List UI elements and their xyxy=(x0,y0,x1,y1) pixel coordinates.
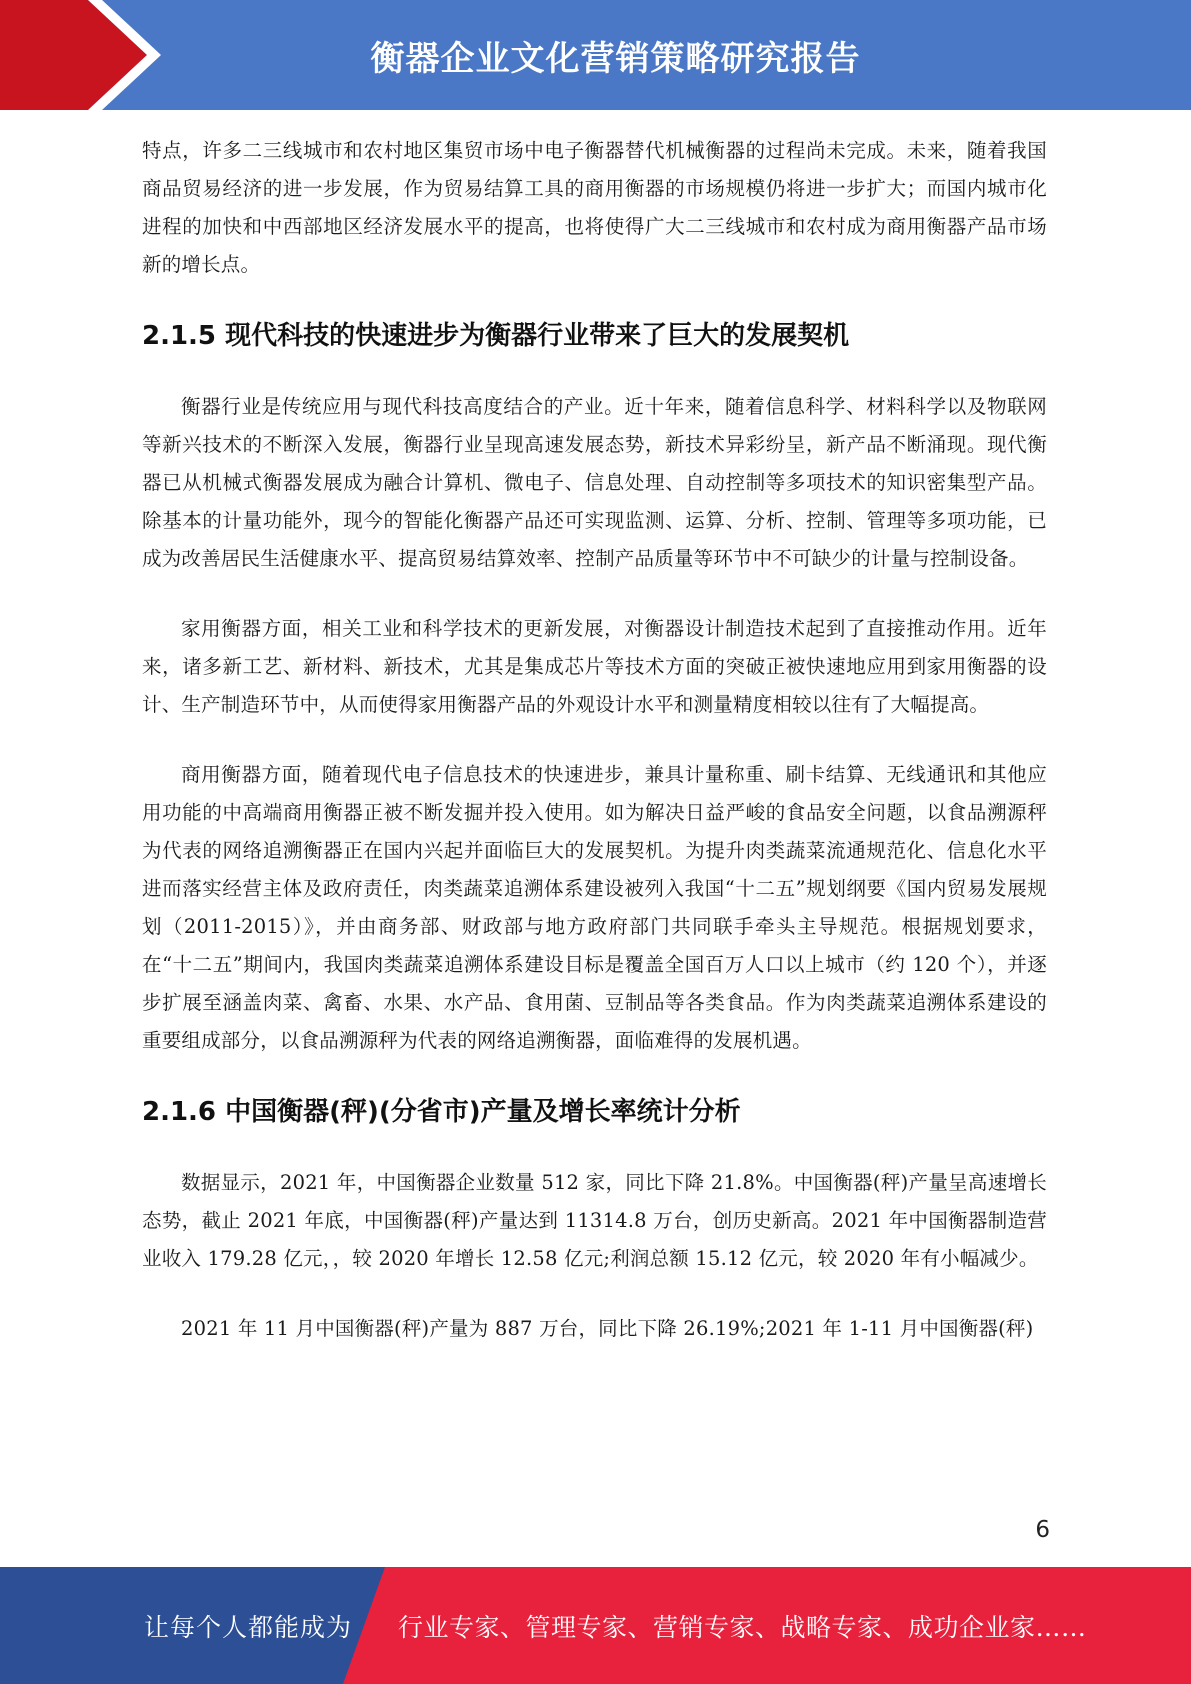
paragraph-2-1-6-november: 2021 年 11 月中国衡器(秤)产量为 887 万台，同比下降 26.19%;2021 年 1-11 月中国衡器(秤) xyxy=(181,1317,1034,1340)
page-number: 6 xyxy=(1035,1517,1050,1543)
page-footer xyxy=(0,1567,1191,1684)
page-header xyxy=(0,0,1191,110)
footer-slogan-left: 让每个人都能成为 xyxy=(144,1612,353,1642)
intro-paragraph: 特点，许多二三线城市和农村地区集贸市场中电子衡器替代机械衡器的过程尚未完成。未来，随着我国商品贸易经济的进一步发展，作为贸易结算工具的商用衡器的市场规模仍将进一步扩大；而国内城市化进程的加快和中西部地区经济发展水平的提高，也将使得广大二三线城市和农村成为商用衡器产品市场新的增长点。 xyxy=(142,139,1047,276)
header-red-arrow xyxy=(0,0,147,110)
document-body xyxy=(142,132,1047,1348)
paragraph-2-1-5-technology: 衡器行业是传统应用与现代科技高度结合的产业。近十年来，随着信息科学、材料科学以及物联网等新兴技术的不断深入发展，衡器行业呈现高速发展态势，新技术异彩纷呈，新产品不断涌现。现代衡器已从机械式衡器发展成为融合计算机、微电子、信息处理、自动控制等多项技术的知识密集型产品。除基本的计量功能外，现今的智能化衡器产品还可实现监测、运算、分析、控制、管理等多项功能，已成为改善居民生活健康水平、提高贸易结算效率、控制产品质量等环节中不可缺少的计量与控制设备。 xyxy=(142,395,1047,570)
report-title: 衡器企业文化营销策略研究报告 xyxy=(370,38,861,79)
section-heading-2-1-5: 2.1.5 现代科技的快速进步为衡器行业带来了巨大的发展契机 xyxy=(142,321,850,351)
section-heading-2-1-6: 2.1.6 中国衡器(秤)(分省市)产量及增长率统计分析 xyxy=(142,1097,741,1127)
paragraph-2-1-5-commercial-scales: 商用衡器方面，随着现代电子信息技术的快速进步，兼具计量称重、刷卡结算、无线通讯和其他应用功能的中高端商用衡器正被不断发掘并投入使用。如为解决日益严峻的食品安全问题，以食品溯源秤为代表的网络追溯衡器正在国内兴起并面临巨大的发展契机。为提升肉类蔬菜流通规范化、信息化水平进而落实经营主体及政府责任，肉类蔬菜追溯体系建设被列入我国“十二五”规划纲要《国内贸易发展规划（2011-2015）》，并由商务部、财政部与地方政府部门共同联手牵头主导规范。根据规划要求，在“十二五”期间内，我国肉类蔬菜追溯体系建设目标是覆盖全国百万人口以上城市（约 120 个），并逐步扩展至涵盖肉菜、禽畜、水果、水产品、食用菌、豆制品等各类食品。作为肉类蔬菜追溯体系建设的重要组成部分，以食品溯源秤为代表的网络追溯衡器，面临难得的发展机遇。 xyxy=(142,763,1047,1052)
paragraph-2-1-5-household-scales: 家用衡器方面，相关工业和科学技术的更新发展，对衡器设计制造技术起到了直接推动作用。近年来，诸多新工艺、新材料、新技术，尤其是集成芯片等技术方面的突破正被快速地应用到家用衡器的设计、生产制造环节中，从而使得家用衡器产品的外观设计水平和测量精度相较以往有了大幅提高。 xyxy=(142,617,1047,716)
paragraph-2-1-6-statistics: 数据显示，2021 年，中国衡器企业数量 512 家，同比下降 21.8%。中国衡器(秤)产量呈高速增长态势，截止 2021 年底，中国衡器(秤)产量达到 11314.8 万台，创历史新高。2021 年中国衡器制造营业收入 179.28 亿元，，较 2020 年增长 12.58 亿元;利润总额 15.12 亿元，较 2020 年有小幅减少。 xyxy=(142,1171,1047,1270)
footer-slogan-right: 行业专家、管理专家、营销专家、战略专家、成功企业家…… xyxy=(398,1612,1087,1642)
